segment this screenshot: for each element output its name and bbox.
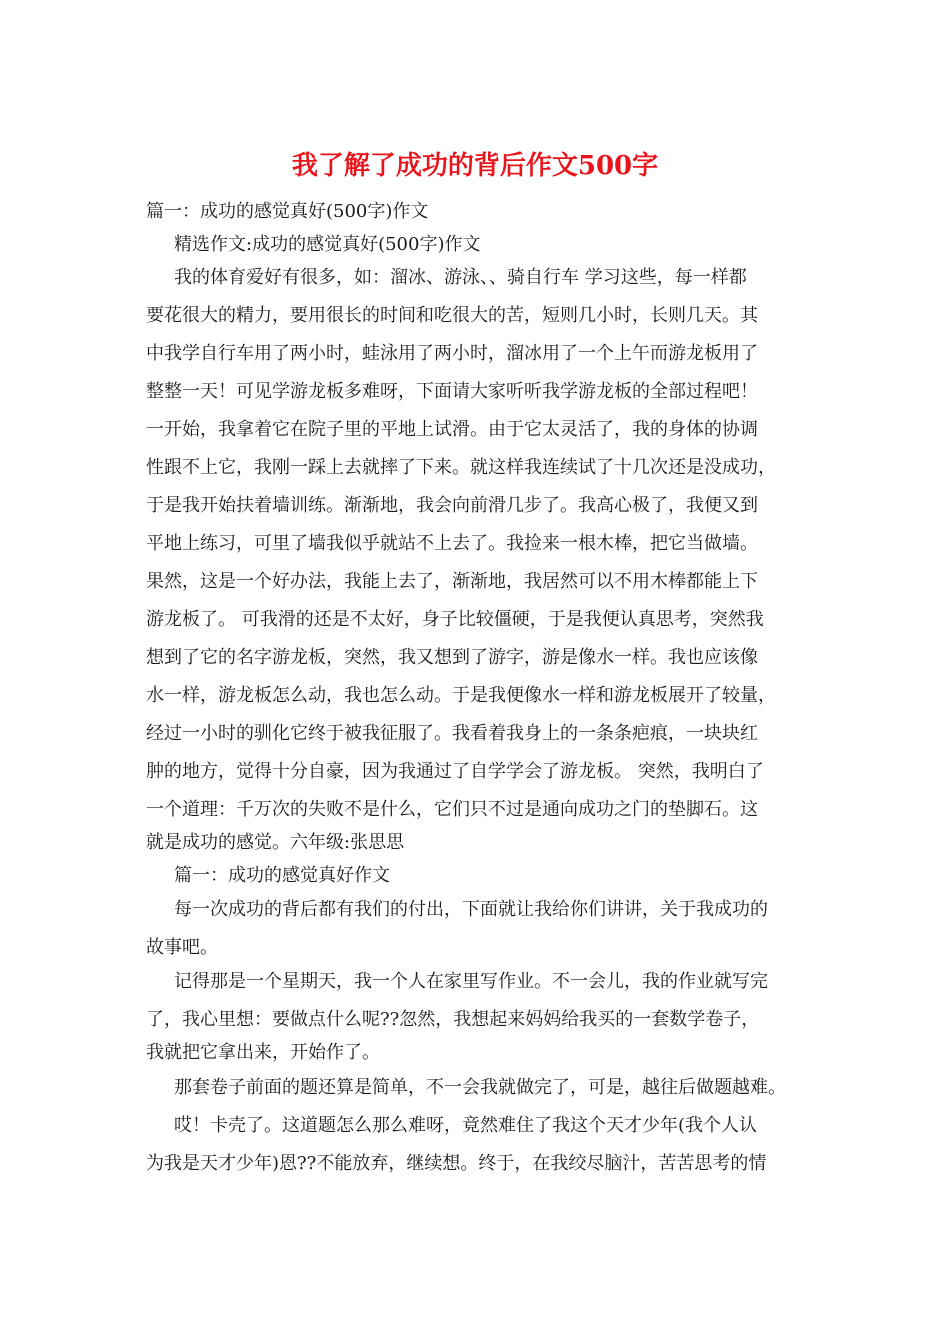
paragraph-line: 了，我心里想：要做点什么呢??忽然，我想起来妈妈给我买的一套数学卷子， [146, 1009, 760, 1030]
paragraph-line: 一开始，我拿着它在院子里的平地上试滑。由于它太灵活了，我的身体的协调 [146, 419, 758, 440]
paragraph-line: 记得那是一个星期天，我一个人在家里写作业。不一会儿，我的作业就写完 [174, 971, 768, 992]
paragraph-line: 平地上练习，可里了墙我似乎就站不上去了。我捡来一根木棒，把它当做墙。 [146, 533, 758, 554]
paragraph-line: 肿的地方，觉得十分自豪，因为我通过了自学学会了游龙板。 突然，我明白了 [146, 761, 764, 782]
paragraph-line: 游龙板了。 可我滑的还是不太好，身子比较僵硬，于是我便认真思考，突然我 [146, 609, 764, 630]
paragraph-line: 想到了它的名字游龙板，突然，我又想到了游字，游是像水一样。我也应该像 [146, 647, 758, 668]
section-heading: 篇一：成功的感觉真好作文 [174, 865, 390, 886]
paragraph-line: 性跟不上它，我刚一踩上去就摔了下来。就这样我连续试了十几次还是没成功， [146, 457, 776, 478]
paragraph-line: 哎！卡壳了。这道题怎么那么难呀，竟然难住了我这个天才少年(我个人认 [174, 1115, 758, 1136]
subtitle-line: 精选作文:成功的感觉真好(500字)作文 [174, 234, 481, 255]
paragraph-line: 一个道理：千万次的失败不是什么，它们只不过是通向成功之门的垫脚石。这 [146, 799, 758, 820]
document-title: 我了解了成功的背后作文500字 [291, 151, 659, 181]
paragraph-line: 中我学自行车用了两小时，蛙泳用了两小时，溜冰用了一个上午而游龙板用了 [146, 343, 758, 364]
section-heading: 篇一：成功的感觉真好(500字)作文 [146, 201, 429, 222]
paragraph-line: 故事吧。 [146, 937, 218, 958]
paragraph-line: 于是我开始扶着墙训练。渐渐地，我会向前滑几步了。我高心极了，我便又到 [146, 495, 758, 516]
paragraph-line: 要花很大的精力，要用很长的时间和吃很大的苦，短则几小时，长则几天。其 [146, 305, 758, 326]
paragraph-line: 每一次成功的背后都有我们的付出，下面就让我给你们讲讲，关于我成功的 [174, 899, 768, 920]
paragraph-line: 为我是天才少年)恩??不能放弃，继续想。终于，在我绞尽脑汁，苦苦思考的情 [146, 1153, 767, 1174]
paragraph-line: 那套卷子前面的题还算是简单，不一会我就做完了，可是，越往后做题越难。 [174, 1077, 786, 1098]
paragraph-line: 就是成功的感觉。六年级:张思思 [146, 832, 405, 853]
paragraph-line: 经过一小时的驯化它终于被我征服了。我看着我身上的一条条疤痕，一块块红 [146, 723, 758, 744]
paragraph-line: 整整一天！可见学游龙板多难呀，下面请大家听听我学游龙板的全部过程吧！ [146, 381, 758, 402]
paragraph-line: 果然，这是一个好办法，我能上去了，渐渐地，我居然可以不用木棒都能上下 [146, 571, 758, 592]
paragraph-line: 我的体育爱好有很多，如：溜冰、游泳、、骑自行车 学习这些，每一样都 [174, 267, 747, 288]
paragraph-line: 水一样，游龙板怎么动，我也怎么动。于是我便像水一样和游龙板展开了较量， [146, 685, 776, 706]
paragraph-line: 我就把它拿出来，开始作了。 [146, 1042, 380, 1063]
